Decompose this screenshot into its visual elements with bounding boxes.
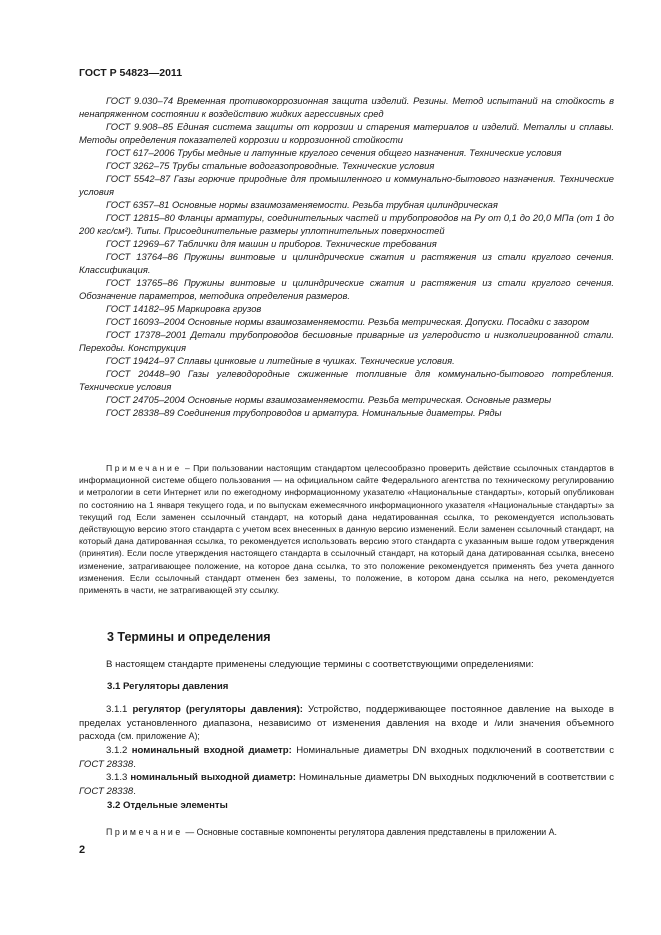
reference-item: ГОСТ 13764–86 Пружины винтовые и цилиндрические сжатия и растяжения из стали круглого сечения. Классификация. <box>79 251 614 275</box>
reference-item: ГОСТ 9.030–74 Временная противокоррозионная защита изделий. Резины. Метод испытаний на стойкость в ненапряженном состоянии к воздействию жидких агрессивных сред <box>79 95 614 119</box>
page-number: 2 <box>79 844 86 856</box>
section-intro: В настоящем стандарте применены следующие термины с соответствующими определениями: <box>106 659 534 670</box>
note-text: – При пользовании настоящим стандартом целесообразно проверить действие ссылочных стандартов в информационной системе общего пользования — на официальном сайте Федерального агентства по техническому регулированию и метрологии в сети Интернет или по ежегодному информационному указателю «Национальные стандарты», который опубликован по состоянию на 1 января текущего года, и по выпускам ежемесячного информационного указателя «Национальные стандарты» за текущий год Если заменен ссылочный стандарт, на который дана недатированная ссылка, то рекомендуется использовать действующую версию этого стандарта с учетом всех внесенных в данную версию изменений. Если заменен ссылочный стандарт, на который дана датированная ссылка, то рекомендуется использовать версию этого стандарта с указанным выше годом утверждения (принятия). Если после утверждения настоящего стандарта в ссылочный стандарт, на который дана датированная ссылка, внесено изменение, затрагивающее положение, на которое дана ссылка, то это положение рекомендуется применять без учета данного изменения. Если ссылочный стандарт отменен без замены, то положение, в котором дана ссылка на него, рекомендуется применять в части, не затрагивающей эту ссылку. <box>79 463 614 596</box>
document-code: ГОСТ Р 54823—2011 <box>79 67 183 79</box>
reference-item: ГОСТ 3262–75 Трубы стальные водогазопроводные. Технические условия <box>106 160 435 171</box>
reference-item: ГОСТ 16093–2004 Основные нормы взаимозаменяемости. Резьба метрическая. Допуски. Посадки с зазором <box>106 316 590 327</box>
normative-references-list <box>79 94 614 419</box>
note-label: Примечание <box>106 463 182 473</box>
reference-item: ГОСТ 12815–80 Фланцы арматуры, соединительных частей и трубопроводов на Pу от 0,1 до 20,0 МПа (от 1 до 200 кгс/см²). Типы. Присоединительные размеры уплотнительных поверхностей <box>79 212 614 236</box>
term-number: 3.1.3 <box>106 772 131 783</box>
term-definition: Номинальные диаметры DN входных подключений в соответствии с <box>291 745 614 756</box>
term-3-1-1 <box>79 703 614 744</box>
term-name: регулятор (регуляторы давления): <box>132 704 303 715</box>
subsection-title-regulators: 3.1 Регуляторы давления <box>107 681 229 692</box>
section-title: 3 Термины и определения <box>107 630 271 644</box>
reference-item: ГОСТ 6357–81 Основные нормы взаимозаменяемости. Резьба трубная цилиндрическая <box>106 199 498 210</box>
term-name: номинальный входной диаметр: <box>131 745 292 756</box>
term-reference: (см. приложение А); <box>117 731 200 741</box>
reference-item: ГОСТ 9.908–85 Единая система защиты от коррозии и старения материалов и изделий. Металлы и сплавы. Методы определения показателей коррозии и коррозионной стойкости <box>79 121 614 145</box>
term-number: 3.1.2 <box>106 745 132 756</box>
reference-item: ГОСТ 12969–67 Таблички для машин и приборов. Технические требования <box>106 238 437 249</box>
term-number: 3.1.1 <box>106 704 133 715</box>
term-reference: ГОСТ 28338 <box>79 758 134 770</box>
note-references <box>79 462 614 596</box>
note-label: Примечание <box>106 827 183 837</box>
reference-item: ГОСТ 13765–86 Пружины винтовые и цилиндрические сжатия и растяжения из стали круглого сечения. Обозначение параметров, методика определения размеров. <box>79 277 614 301</box>
reference-item: ГОСТ 28338–89 Соединения трубопроводов и арматура. Номинальные диаметры. Ряды <box>106 407 502 418</box>
subsection-title-elements: 3.2 Отдельные элементы <box>107 800 228 811</box>
term-definition: Устройство, поддерживающее постоянное давление на выходе в пределах установленного диапазона, независимо от изменения давления на входе и /или значения объемного расхода <box>79 704 615 742</box>
reference-item: ГОСТ 14182–95 Маркировка грузов <box>106 303 262 314</box>
reference-item: ГОСТ 617–2006 Трубы медные и латунные круглого сечения общего назначения. Технические условия <box>106 147 562 158</box>
reference-item: ГОСТ 5542–87 Газы горючие природные для промышленного и коммунально-бытового назначения. Технические условия <box>79 173 614 197</box>
term-3-1-2: 3.1.2 номинальный входной диаметр: Номинальные диаметры DN входных подключений в соответствии с ГОСТ 28338. <box>79 745 614 770</box>
note-text: — Основные составные компоненты регулятора давления представлены в приложении А. <box>182 827 557 837</box>
reference-item: ГОСТ 19424–97 Сплавы цинковые и литейные в чушках. Технические условия. <box>106 355 455 366</box>
reference-item: ГОСТ 24705–2004 Основные нормы взаимозаменяемости. Резьба метрическая. Основные размеры <box>106 394 552 405</box>
term-definition: Номинальные диаметры DN выходных подключений в соответствии с <box>295 772 615 783</box>
note-components <box>79 826 614 838</box>
reference-item: ГОСТ 17378–2001 Детали трубопроводов бесшовные приварные из углеродисто и низколигированной стали. Переходы. Конструкция <box>79 329 614 353</box>
reference-item: ГОСТ 20448–90 Газы углеводородные сжиженные топливные для коммунально-бытового потребления. Технические условия <box>79 368 614 392</box>
term-reference: ГОСТ 28338 <box>79 785 134 797</box>
term-name: номинальный выходной диаметр: <box>130 772 296 783</box>
term-3-1-3: 3.1.3 номинальный выходной диаметр: Номинальные диаметры DN выходных подключений в соответствии с ГОСТ 28338. <box>79 772 615 797</box>
